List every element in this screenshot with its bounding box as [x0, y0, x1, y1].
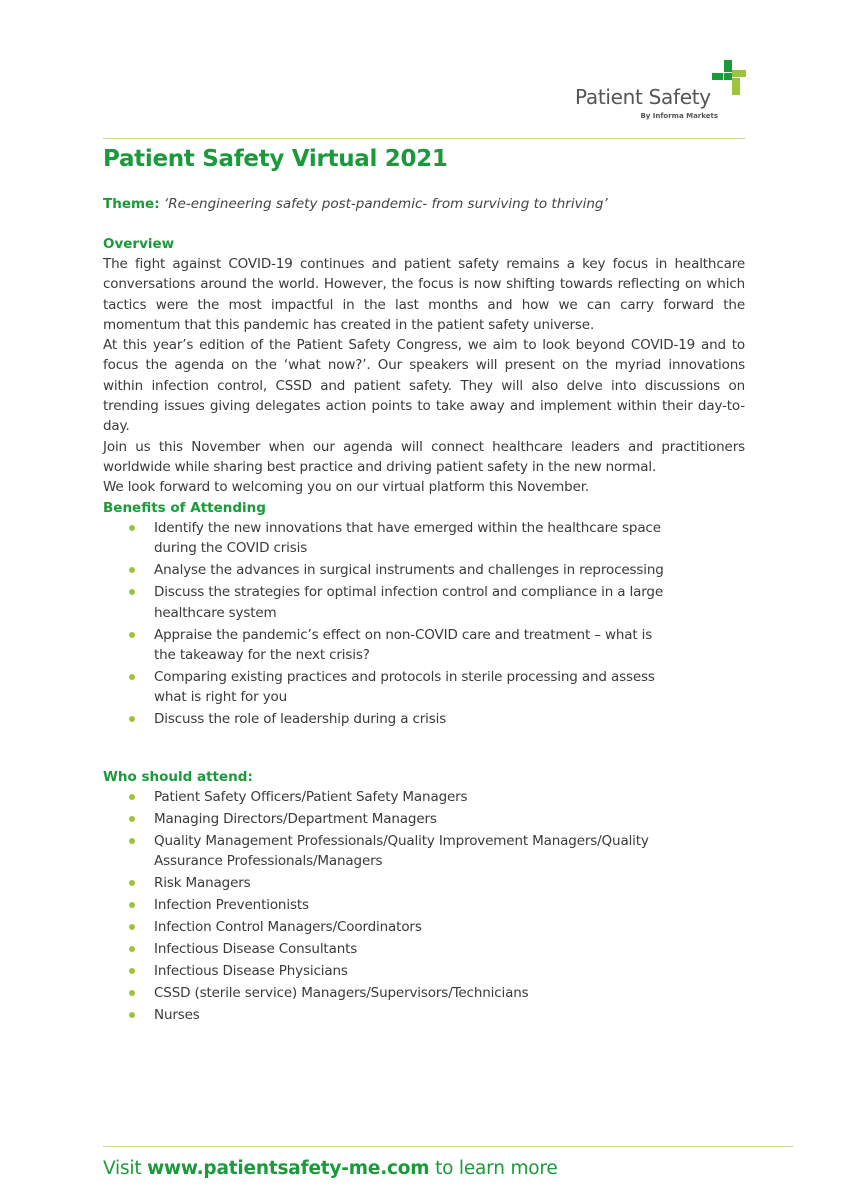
list-item [103, 809, 664, 829]
list-item [103, 709, 664, 729]
bullet-icon [129, 902, 135, 908]
list-item-text: Discuss the strategies for optimal infection control and compliance in a large healthcare system [154, 584, 663, 621]
bullet-icon [129, 968, 135, 974]
list-item-text: Infectious Disease Physicians [154, 963, 348, 980]
footer-cta [103, 1158, 558, 1179]
list-item-text: CSSD (sterile service) Managers/Supervisors/Technicians [154, 985, 529, 1002]
logo-wordmark: Patient Safety [575, 85, 711, 109]
list-item [103, 667, 664, 708]
list-item-text: Discuss the role of leadership during a crisis [154, 711, 447, 728]
bullet-icon [129, 880, 135, 886]
list-item-text: Managing Directors/Department Managers [154, 810, 437, 827]
bullet-icon [129, 716, 135, 722]
bullet-icon [129, 589, 135, 595]
overview-paragraph: The fight against COVID-19 continues and patient safety remains a key focus in healthcare conversations around the world. However, the focus is now shifting towards reflecting on which tactics were the most impactful in the last months and how we can carry forward the momentum that this pandemic has created in the patient safety universe. [103, 256, 745, 333]
list-item [103, 582, 664, 623]
list-item [103, 1005, 664, 1025]
list-item-text: Infectious Disease Consultants [154, 941, 358, 958]
benefits-section [103, 498, 745, 731]
overview-paragraph: Join us this November when our agenda will connect healthcare leaders and practitioners worldwide while sharing best practice and driving patient safety in the new normal. [103, 438, 745, 475]
overview-heading: Overview [103, 236, 175, 252]
bullet-icon [129, 567, 135, 573]
list-item [103, 831, 664, 872]
bullet-icon [129, 1012, 135, 1018]
list-item-text: Comparing existing practices and protocols in sterile processing and assess what is right for you [154, 668, 655, 706]
list-item [103, 895, 664, 915]
list-item [103, 518, 664, 559]
list-item [103, 625, 664, 666]
attendees-heading: Who should attend: [103, 769, 253, 785]
list-item-text: Infection Preventionists [154, 897, 309, 914]
attendees-section [103, 767, 745, 1027]
footer-suffix: to learn more [429, 1158, 558, 1179]
brand-logo [575, 60, 750, 124]
list-item-text: Quality Management Professionals/Quality Improvement Managers/Quality Assurance Professionals/Managers [154, 832, 649, 870]
bullet-icon [129, 946, 135, 952]
list-item-text: Risk Managers [154, 875, 251, 892]
list-item [103, 939, 664, 959]
list-item-text: Analyse the advances in surgical instruments and challenges in reprocessing [154, 562, 664, 579]
website-link[interactable]: www.patientsafety-me.com [147, 1158, 430, 1179]
bullet-icon [129, 838, 135, 844]
benefits-heading: Benefits of Attending [103, 500, 266, 516]
list-item-text: Patient Safety Officers/Patient Safety Managers [154, 789, 468, 805]
page-title: Patient Safety Virtual 2021 [103, 146, 448, 172]
list-item [103, 961, 664, 981]
list-item [103, 560, 664, 580]
bullet-icon [129, 632, 135, 638]
benefits-list [103, 518, 745, 729]
bullet-icon [129, 525, 135, 531]
list-item-text: Identify the new innovations that have emerged within the healthcare space during the COVID crisis [154, 520, 661, 557]
theme-label: Theme: [103, 196, 160, 212]
bullet-icon [129, 794, 135, 800]
overview-paragraph: At this year’s edition of the Patient Safety Congress, we aim to look beyond COVID-19 and to focus the agenda on the ‘what now?’. Our speakers will present on the myriad innovations within infection control, CSSD and patient safety. They will also delve into discussions on trending issues giving delegates action points to take away and implement within their day-to-day. [103, 337, 745, 435]
medical-cross-icon [712, 60, 748, 96]
header-divider [103, 138, 745, 139]
list-item [103, 917, 664, 937]
bullet-icon [129, 816, 135, 822]
list-item-text: Appraise the pandemic’s effect on non-COVID care and treatment – what is the takeaway for the next crisis? [154, 626, 653, 663]
bullet-icon [129, 674, 135, 680]
overview-section [103, 234, 745, 498]
logo-subtitle: By Informa Markets [640, 112, 718, 120]
footer-divider [103, 1146, 793, 1147]
theme-line [103, 196, 608, 212]
list-item-text: Nurses [154, 1007, 200, 1024]
bullet-icon [129, 924, 135, 930]
theme-value: ‘Re-engineering safety post-pandemic- from surviving to thriving’ [163, 196, 608, 212]
overview-paragraph: We look forward to welcoming you on our virtual platform this November. [103, 479, 590, 496]
footer-prefix: Visit [103, 1158, 148, 1179]
list-item-text: Infection Control Managers/Coordinators [154, 919, 422, 936]
attendees-list [103, 787, 745, 1025]
list-item [103, 787, 664, 807]
list-item [103, 983, 664, 1003]
list-item [103, 873, 664, 893]
bullet-icon [129, 990, 135, 996]
